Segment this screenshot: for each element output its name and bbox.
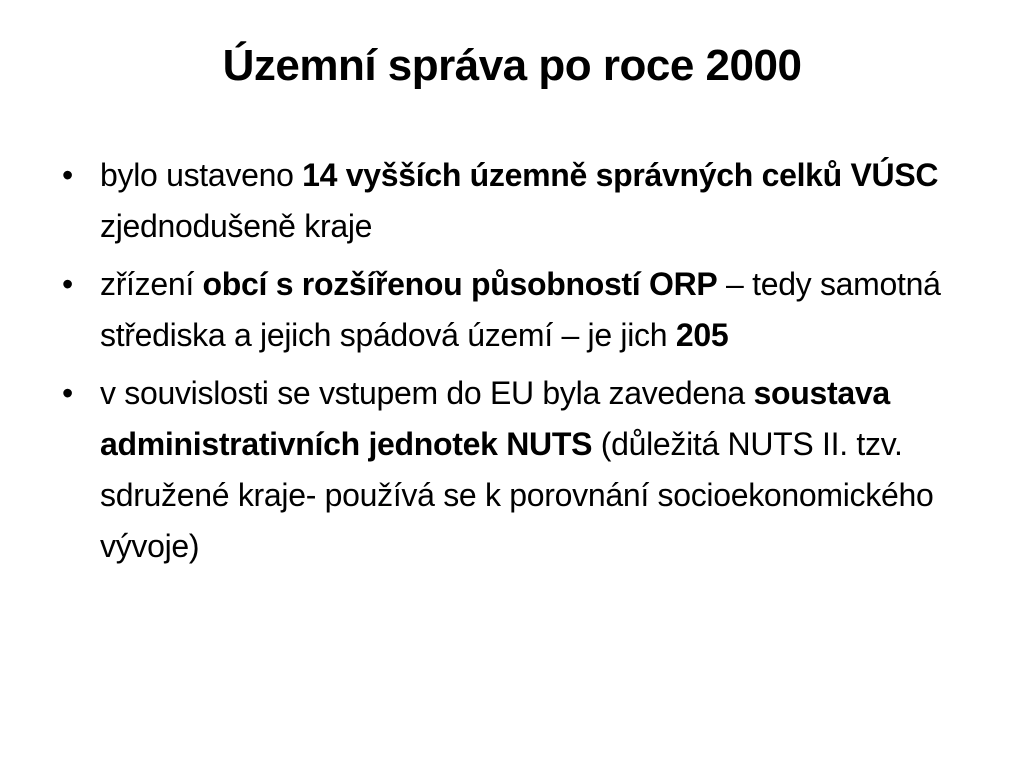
- bullet-item: [60, 368, 950, 572]
- bullet-bold-text: soustava administrativních jednotek NUTS: [100, 375, 890, 462]
- bullet-list: [60, 150, 956, 579]
- bullet-text: – tedy samotná střediska a jejich spádová území – je jich: [100, 266, 941, 353]
- slide-title: Územní správa po roce 2000: [222, 41, 802, 90]
- bullet-bold-text: obcí s rozšířenou působností ORP: [202, 266, 718, 302]
- bullet-text: zjednodušeně kraje: [100, 157, 956, 244]
- bullet-text: v souvislosti se vstupem do EU byla zavedena: [100, 375, 754, 411]
- bullet-dot-icon: •: [62, 375, 73, 411]
- bullet-dot-icon: •: [62, 266, 73, 302]
- bullet-item: [60, 259, 950, 361]
- bullet-item: [60, 150, 956, 252]
- bullet-bold-number: 205: [675, 317, 729, 353]
- bullet-bold-text: 14 vyšších územně správných celků VÚSC: [302, 157, 939, 193]
- bullet-text: zřízení: [100, 266, 203, 302]
- bullet-text: bylo ustaveno: [100, 157, 303, 193]
- bullet-dot-icon: •: [62, 157, 73, 193]
- bullet-text: (důležitá NUTS II. tzv. sdružené kraje- používá se k porovnání socioekonomického vývoje): [100, 426, 934, 564]
